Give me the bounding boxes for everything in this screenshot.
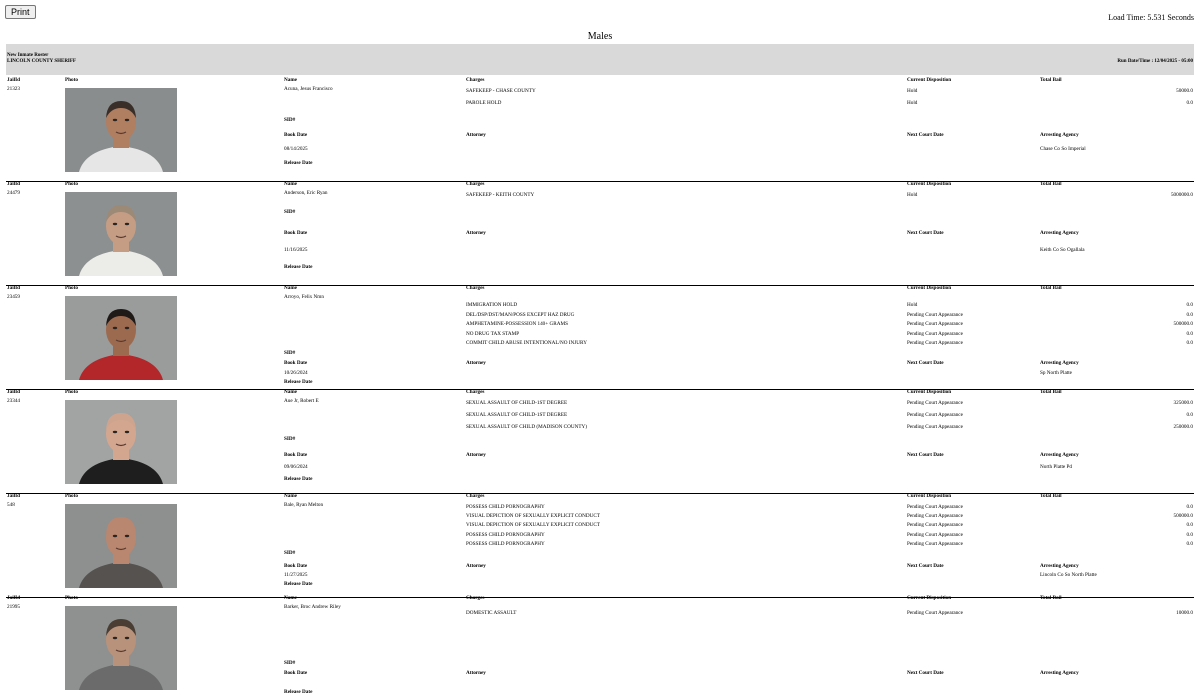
charge-description: NO DRUG TAX STAMP bbox=[466, 331, 520, 337]
charge-bail: 0.0 bbox=[1186, 504, 1193, 510]
arresting-agency-label: Arresting Agency bbox=[1040, 670, 1079, 676]
next-court-date-label: Next Court Date bbox=[907, 360, 944, 366]
next-court-date-label: Next Court Date bbox=[907, 670, 944, 676]
charge-description: POSSESS CHILD PORNOGRAPHY bbox=[466, 541, 545, 547]
charge-description: DEL/DSP/DST/MAN/POSS EXCEPT HAZ DRUG bbox=[466, 312, 575, 318]
inmate-name: Acuna, Jesus Francisco bbox=[284, 86, 333, 92]
charges-label: Charges bbox=[466, 181, 485, 187]
arresting-agency: Sp North Platte bbox=[1040, 370, 1072, 376]
charge-bail: 0.0 bbox=[1186, 522, 1193, 528]
charge-description: VISUAL DEPICTION OF SEXUALLY EXPLICIT CONDUCT bbox=[466, 522, 601, 528]
jail-id-label: JailId bbox=[7, 181, 20, 187]
roster-title: New Inmate Roster bbox=[7, 53, 49, 58]
charge-disposition: Pending Court Appearance bbox=[907, 522, 963, 528]
release-date-label: Release Date bbox=[284, 160, 313, 166]
inmate-photo bbox=[65, 88, 177, 172]
arresting-agency-label: Arresting Agency bbox=[1040, 563, 1079, 569]
inmate-photo bbox=[65, 296, 177, 380]
charge-bail: 0.0 bbox=[1186, 541, 1193, 547]
load-time: Load Time: 5.531 Seconds bbox=[1108, 13, 1194, 22]
total-bail-label: Total Bail bbox=[1040, 285, 1062, 291]
inmate-photo bbox=[65, 400, 177, 484]
charge-disposition: Pending Court Appearance bbox=[907, 513, 963, 519]
arresting-agency-label: Arresting Agency bbox=[1040, 452, 1079, 458]
charge-disposition: Hold bbox=[907, 100, 918, 106]
charge-bail: 5000000.0 bbox=[1170, 192, 1193, 198]
release-date-label: Release Date bbox=[284, 581, 313, 587]
charge-disposition: Pending Court Appearance bbox=[907, 331, 963, 337]
jail-id-label: JailId bbox=[7, 389, 20, 395]
charge-bail: 50000.0 bbox=[1176, 88, 1193, 94]
charge-disposition: Pending Court Appearance bbox=[907, 400, 963, 406]
jail-id: 21995 bbox=[7, 604, 20, 610]
arresting-agency: Keith Co So Ogallala bbox=[1040, 247, 1085, 253]
release-date-label: Release Date bbox=[284, 689, 313, 695]
disposition-label: Current Disposition bbox=[907, 77, 952, 83]
disposition-label: Current Disposition bbox=[907, 389, 952, 395]
charge-description: DOMESTIC ASSAULT bbox=[466, 610, 517, 616]
charge-disposition: Pending Court Appearance bbox=[907, 532, 963, 538]
name-label: Name bbox=[284, 595, 297, 601]
mugshot-image bbox=[65, 400, 177, 484]
charge-disposition: Pending Court Appearance bbox=[907, 424, 963, 430]
charge-bail: 0.0 bbox=[1186, 302, 1193, 308]
attorney-label: Attorney bbox=[466, 360, 486, 366]
sid-label: SID# bbox=[284, 117, 296, 123]
charge-disposition: Pending Court Appearance bbox=[907, 312, 963, 318]
charges-label: Charges bbox=[466, 389, 485, 395]
name-label: Name bbox=[284, 285, 297, 291]
book-date-label: Book Date bbox=[284, 563, 308, 569]
name-label: Name bbox=[284, 77, 297, 83]
roster-header bbox=[6, 44, 1194, 75]
attorney-label: Attorney bbox=[466, 132, 486, 138]
charge-bail: 0.0 bbox=[1186, 331, 1193, 337]
charges-label: Charges bbox=[466, 77, 485, 83]
jail-id-label: JailId bbox=[7, 493, 20, 499]
arresting-agency-label: Arresting Agency bbox=[1040, 132, 1079, 138]
jail-id: 23344 bbox=[7, 398, 20, 404]
charge-description: PAROLE HOLD bbox=[466, 100, 502, 106]
inmate-name: Aue Jr, Robert E bbox=[284, 398, 319, 404]
charges-label: Charges bbox=[466, 493, 485, 499]
charge-bail: 250000.0 bbox=[1173, 424, 1193, 430]
charge-bail: 0.0 bbox=[1186, 100, 1193, 106]
inmate-record bbox=[6, 76, 1194, 182]
print-button[interactable]: Print bbox=[5, 5, 36, 19]
photo-label: Photo bbox=[65, 493, 78, 499]
charge-bail: 500000.0 bbox=[1173, 321, 1193, 327]
charge-description: POSSESS CHILD PORNOGRAPHY bbox=[466, 532, 545, 538]
disposition-label: Current Disposition bbox=[907, 181, 952, 187]
disposition-label: Current Disposition bbox=[907, 285, 952, 291]
charge-description: SAFEKEEP - KEITH COUNTY bbox=[466, 192, 535, 198]
charge-description: SEXUAL ASSAULT OF CHILD (MADISON COUNTY) bbox=[466, 424, 587, 430]
disposition-label: Current Disposition bbox=[907, 493, 952, 499]
book-date-label: Book Date bbox=[284, 132, 308, 138]
mugshot-image bbox=[65, 88, 177, 172]
charge-description: COMMIT CHILD ABUSE INTENTIONAL/NO INJURY bbox=[466, 340, 587, 346]
sid-label: SID# bbox=[284, 660, 296, 666]
inmate-record bbox=[6, 388, 1194, 494]
book-date: 11/27/2025 bbox=[284, 572, 308, 578]
charge-bail: 0.0 bbox=[1186, 532, 1193, 538]
jail-id: 21323 bbox=[7, 86, 20, 92]
book-date: 08/14/2025 bbox=[284, 146, 308, 152]
charge-bail: 0.0 bbox=[1186, 340, 1193, 346]
disposition-label: Current Disposition bbox=[907, 595, 952, 601]
next-court-date-label: Next Court Date bbox=[907, 132, 944, 138]
charge-bail: 325000.0 bbox=[1173, 400, 1193, 406]
inmate-photo bbox=[65, 192, 177, 276]
jail-id: 23459 bbox=[7, 294, 20, 300]
charge-bail: 10000.0 bbox=[1176, 610, 1193, 616]
charge-disposition: Pending Court Appearance bbox=[907, 610, 963, 616]
name-label: Name bbox=[284, 389, 297, 395]
inmate-record bbox=[6, 284, 1194, 390]
release-date-label: Release Date bbox=[284, 379, 313, 385]
jail-id: 548 bbox=[7, 502, 15, 508]
charge-description: SAFEKEEP - CHASE COUNTY bbox=[466, 88, 536, 94]
jail-id: 24479 bbox=[7, 190, 20, 196]
name-label: Name bbox=[284, 493, 297, 499]
charge-disposition: Hold bbox=[907, 302, 918, 308]
charge-bail: 0.0 bbox=[1186, 312, 1193, 318]
arresting-agency: Chase Co So Imperial bbox=[1040, 146, 1086, 152]
charge-description: AMPHETAMINE-POSSESSION 140+ GRAMS bbox=[466, 321, 568, 327]
sid-label: SID# bbox=[284, 436, 296, 442]
attorney-label: Attorney bbox=[466, 670, 486, 676]
photo-label: Photo bbox=[65, 595, 78, 601]
jail-id-label: JailId bbox=[7, 77, 20, 83]
charge-description: POSSESS CHILD PORNOGRAPHY bbox=[466, 504, 545, 510]
inmate-record bbox=[6, 180, 1194, 286]
charges-label: Charges bbox=[466, 595, 485, 601]
charge-disposition: Pending Court Appearance bbox=[907, 412, 963, 418]
total-bail-label: Total Bail bbox=[1040, 493, 1062, 499]
charge-disposition: Pending Court Appearance bbox=[907, 504, 963, 510]
inmate-record bbox=[6, 492, 1194, 598]
next-court-date-label: Next Court Date bbox=[907, 452, 944, 458]
sid-label: SID# bbox=[284, 550, 296, 556]
arresting-agency-label: Arresting Agency bbox=[1040, 360, 1079, 366]
arresting-agency: Lincoln Co So North Platte bbox=[1040, 572, 1097, 578]
mugshot-image bbox=[65, 296, 177, 380]
attorney-label: Attorney bbox=[466, 563, 486, 569]
book-date-label: Book Date bbox=[284, 360, 308, 366]
inmate-name: Anderson, Eric Ryan bbox=[284, 190, 328, 196]
jail-id-label: JailId bbox=[7, 285, 20, 291]
charge-description: VISUAL DEPICTION OF SEXUALLY EXPLICIT CONDUCT bbox=[466, 513, 601, 519]
book-date: 10/26/2024 bbox=[284, 370, 308, 376]
charge-description: IMMIGRATION HOLD bbox=[466, 302, 518, 308]
run-date: Run Date/Time : 12/04/2025 - 05:00 bbox=[1117, 59, 1193, 64]
attorney-label: Attorney bbox=[466, 230, 486, 236]
charge-disposition: Hold bbox=[907, 88, 918, 94]
book-date-label: Book Date bbox=[284, 230, 308, 236]
mugshot-image bbox=[65, 192, 177, 276]
charge-disposition: Pending Court Appearance bbox=[907, 541, 963, 547]
attorney-label: Attorney bbox=[466, 452, 486, 458]
photo-label: Photo bbox=[65, 389, 78, 395]
book-date-label: Book Date bbox=[284, 670, 308, 676]
book-date-label: Book Date bbox=[284, 452, 308, 458]
mugshot-image bbox=[65, 606, 177, 690]
charge-disposition: Pending Court Appearance bbox=[907, 321, 963, 327]
jail-id-label: JailId bbox=[7, 595, 20, 601]
arresting-agency-label: Arresting Agency bbox=[1040, 230, 1079, 236]
book-date: 09/06/2024 bbox=[284, 464, 308, 470]
charge-disposition: Hold bbox=[907, 192, 918, 198]
photo-label: Photo bbox=[65, 285, 78, 291]
photo-label: Photo bbox=[65, 181, 78, 187]
total-bail-label: Total Bail bbox=[1040, 389, 1062, 395]
inmate-name: Barker, Broc Andrew Riley bbox=[284, 604, 341, 610]
charge-description: SEXUAL ASSAULT OF CHILD-1ST DEGREE bbox=[466, 412, 568, 418]
charge-description: SEXUAL ASSAULT OF CHILD-1ST DEGREE bbox=[466, 400, 568, 406]
section-title: Males bbox=[587, 31, 613, 42]
total-bail-label: Total Bail bbox=[1040, 181, 1062, 187]
inmate-record bbox=[6, 594, 1194, 699]
charges-label: Charges bbox=[466, 285, 485, 291]
inmate-photo bbox=[65, 606, 177, 690]
book-date: 11/16/2025 bbox=[284, 247, 308, 253]
inmate-name: Bale, Ryan Melton bbox=[284, 502, 324, 508]
photo-label: Photo bbox=[65, 77, 78, 83]
name-label: Name bbox=[284, 181, 297, 187]
next-court-date-label: Next Court Date bbox=[907, 563, 944, 569]
charge-disposition: Pending Court Appearance bbox=[907, 340, 963, 346]
next-court-date-label: Next Court Date bbox=[907, 230, 944, 236]
total-bail-label: Total Bail bbox=[1040, 77, 1062, 83]
charge-bail: 500000.0 bbox=[1173, 513, 1193, 519]
sid-label: SID# bbox=[284, 350, 296, 356]
inmate-name: Arroyo, Felix Nmn bbox=[284, 294, 324, 300]
total-bail-label: Total Bail bbox=[1040, 595, 1062, 601]
roster-agency: LINCOLN COUNTY SHERIFF bbox=[7, 59, 76, 64]
sid-label: SID# bbox=[284, 209, 296, 215]
release-date-label: Release Date bbox=[284, 264, 313, 270]
release-date-label: Release Date bbox=[284, 476, 313, 482]
inmate-photo bbox=[65, 504, 177, 588]
mugshot-image bbox=[65, 504, 177, 588]
charge-bail: 0.0 bbox=[1186, 412, 1193, 418]
arresting-agency: North Platte Pd bbox=[1040, 464, 1072, 470]
